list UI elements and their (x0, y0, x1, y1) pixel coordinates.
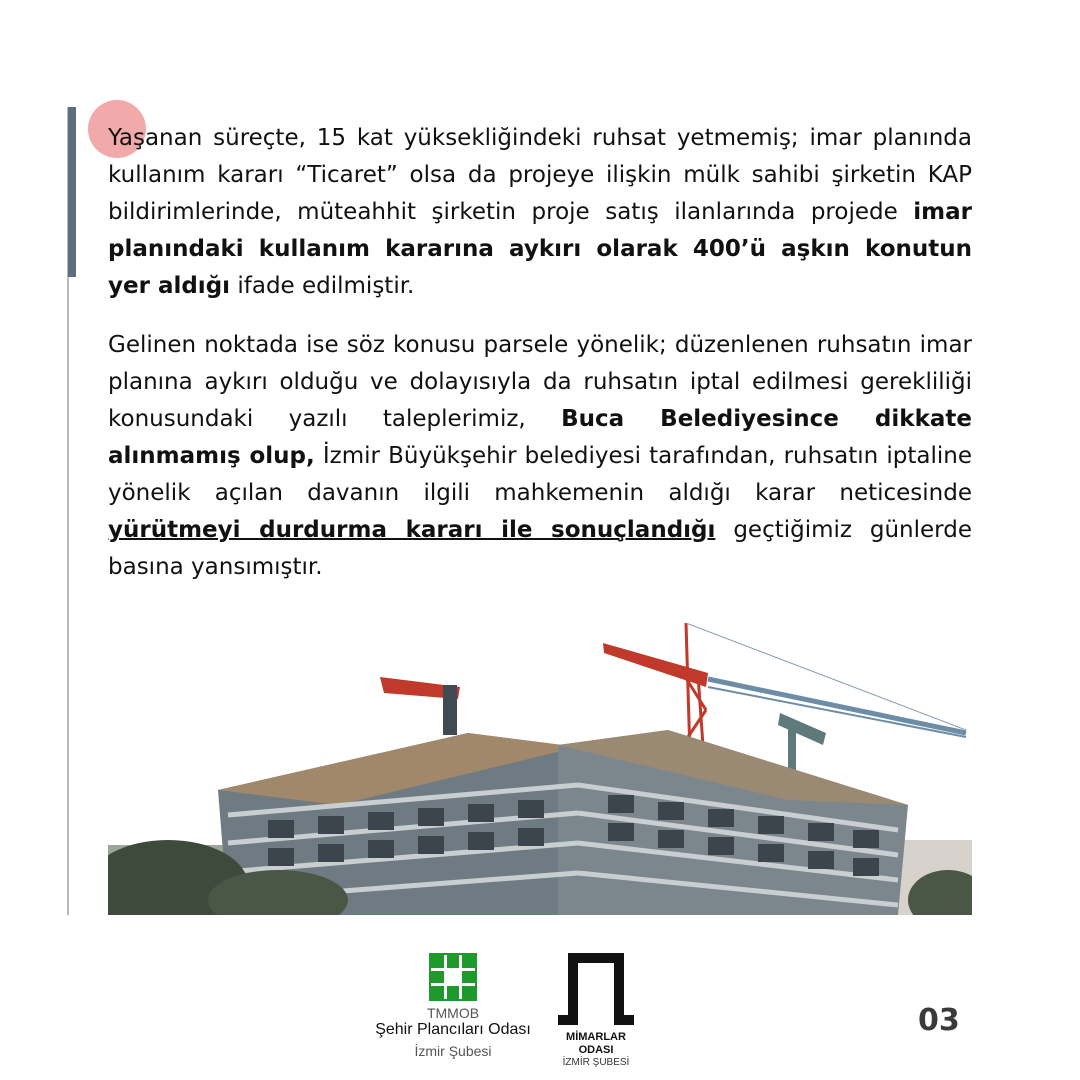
mo-line-2: İZMİR ŞUBESİ (562, 1057, 630, 1068)
mimarlar-odasi-logo (548, 953, 644, 1069)
paragraph-2-text: Gelinen noktada ise söz konusu parsele yönelik; düzenlenen ruhsatın imar planına aykırı olduğu ve dolayısıyla da ruhsatın iptal edilmesi gerekliliği konusundaki yazılı taleplerimiz, (108, 332, 972, 432)
paragraph-1-text: Yaşanan süreçte, 15 kat yüksekliğindeki ruhsat yetmemiş; imar planında kullanım kararı “Ticaret” olsa da projeye ilişkin mülk sahibi şirketin KAP bildirimlerinde, müteahhit şirketin proje satış ilanlarında projede (108, 125, 972, 225)
paragraph-1 (108, 120, 972, 305)
construction-site-photo (108, 615, 972, 915)
tmmob-spo-logo (368, 953, 538, 1059)
spo-logo-mark-icon (429, 953, 477, 1001)
spo-line-1: TMMOB (426, 1005, 480, 1021)
spo-line-3: İzmir Şubesi (414, 1043, 492, 1059)
page-number: 03 (918, 1003, 960, 1038)
paragraph-2-middle: İzmir Büyükşehir belediyesi tarafından, ruhsatın iptaline yönelik açılan davanın ilgili mahkemenin aldığı karar neticesinde (108, 443, 972, 506)
paragraph-2-end: geçtiğimiz günlerde basına yansımıştır. (108, 517, 972, 580)
body-text (108, 120, 972, 608)
paragraph-1-bold: imar planındaki kullanım kararına aykırı olarak 400’ü aşkın konutun yer aldığı (108, 199, 972, 299)
left-accent-bar (68, 107, 76, 277)
paragraph-2-underline: yürütmeyi durdurma kararı ile sonuçlandığı (108, 517, 716, 543)
paragraph-1-end: ifade edilmiştir. (230, 273, 415, 299)
mo-logo-mark-icon (558, 953, 634, 1025)
mo-line-1: MİMARLAR ODASI (566, 1031, 626, 1056)
paragraph-2-bold: Buca Belediyesince dikkate alınmamış olup, (108, 406, 972, 469)
spo-line-2: Şehir Plancıları Odası (375, 1021, 531, 1038)
paragraph-2 (108, 327, 972, 586)
